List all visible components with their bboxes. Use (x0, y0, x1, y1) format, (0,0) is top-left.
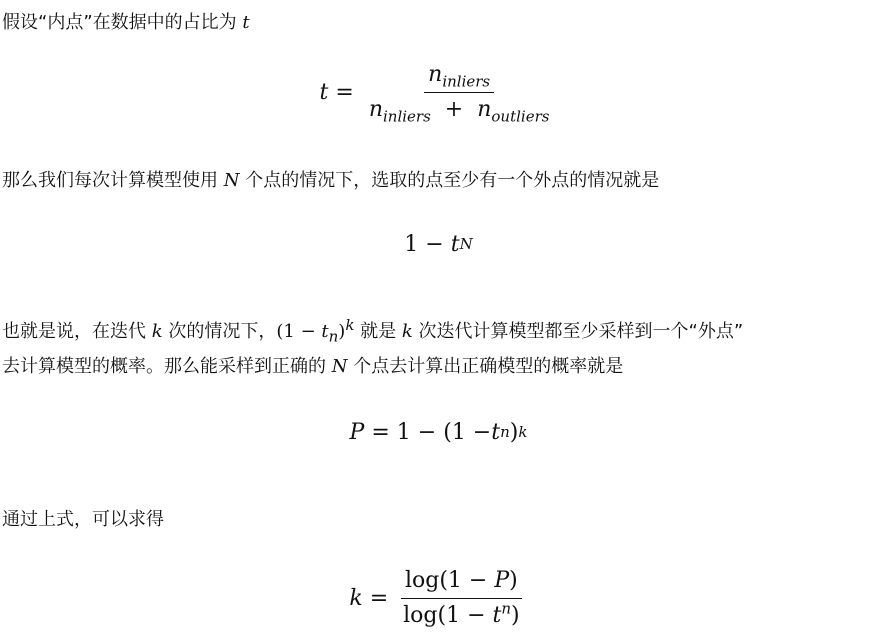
formula-success-prob: P = 1 − (1 − t n ) k (349, 419, 528, 445)
subscript-inliers: inliers (382, 106, 431, 125)
paragraph-derive (2, 506, 164, 534)
equals-sign: = (335, 79, 354, 105)
subscript-n: n (328, 327, 339, 346)
paragraph-text: 也就是说，在迭代 (2, 321, 152, 342)
paragraph-iteration-line2 (2, 353, 623, 381)
paragraph-text: 次迭代计算模型都至少采样到一个“外点” (412, 321, 744, 342)
fraction-denominator (399, 599, 523, 630)
paragraph-text: 就是 (354, 321, 402, 342)
var-t: t (242, 12, 250, 33)
var-k: k (151, 321, 163, 342)
var-N: N (223, 170, 240, 191)
minus-sign: − (417, 419, 437, 445)
paragraph-text: 个点的情况下，选取的点至少有一个外点的情况就是 (239, 170, 660, 191)
subscript-inliers: inliers (442, 71, 491, 90)
number-one: 1 (404, 231, 419, 257)
var-n: n (477, 96, 492, 122)
formula-iterations (0, 562, 877, 634)
paragraph-text: 那么我们每次计算模型使用 (2, 170, 224, 191)
formula-inlier-ratio (0, 60, 877, 124)
log-open: log(1 − (404, 567, 495, 593)
plus-sign: + (444, 96, 464, 122)
paragraph-text: 假设“内点”在数据中的占比为 (2, 12, 243, 33)
var-N: N (331, 356, 348, 377)
fraction-denominator (365, 93, 554, 124)
subscript-outliers: outliers (491, 106, 550, 125)
formula-lhs: t (319, 79, 329, 105)
paragraph-iteration-line1 (2, 318, 743, 346)
fraction (365, 61, 554, 124)
var-k: k (349, 585, 363, 611)
expr-close: ) (511, 602, 520, 628)
equals-sign: = (369, 585, 389, 611)
fraction-numerator (424, 61, 494, 93)
var-t: t (450, 231, 460, 257)
var-P: P (494, 567, 510, 593)
var-n: n (428, 61, 443, 87)
paragraph-outlier-case (2, 167, 659, 195)
var-k: k (401, 321, 413, 342)
var-t: t (492, 602, 502, 628)
log-open: log(1 − (403, 602, 493, 628)
number-one: 1 (396, 419, 411, 445)
equals-sign: = (371, 419, 390, 445)
expr-open: (1 − (276, 321, 322, 342)
paragraph-inlier-ratio (2, 9, 250, 37)
expr-close: ) (509, 567, 518, 593)
paragraph-text: 个点去计算出正确模型的概率就是 (347, 356, 624, 377)
var-P: P (349, 419, 365, 445)
fraction (399, 567, 523, 630)
exponent-k: k (345, 316, 355, 334)
expr-close: ) (338, 321, 346, 342)
exponent-n: n (501, 599, 512, 618)
expr-close: ) (509, 419, 519, 445)
paragraph-text: 去计算模型的概率。那么能采样到正确的 (2, 356, 332, 377)
formula-outlier-prob: 1 − t N (404, 231, 473, 257)
var-n: n (368, 96, 383, 122)
var-t: t (321, 321, 329, 342)
paragraph-text: 通过上式，可以求得 (2, 509, 164, 530)
paragraph-text: 次的情况下， (162, 321, 277, 342)
expr-open: (1 − (443, 419, 492, 445)
minus-sign: − (425, 231, 444, 257)
var-t: t (491, 419, 501, 445)
fraction-numerator (401, 567, 522, 599)
